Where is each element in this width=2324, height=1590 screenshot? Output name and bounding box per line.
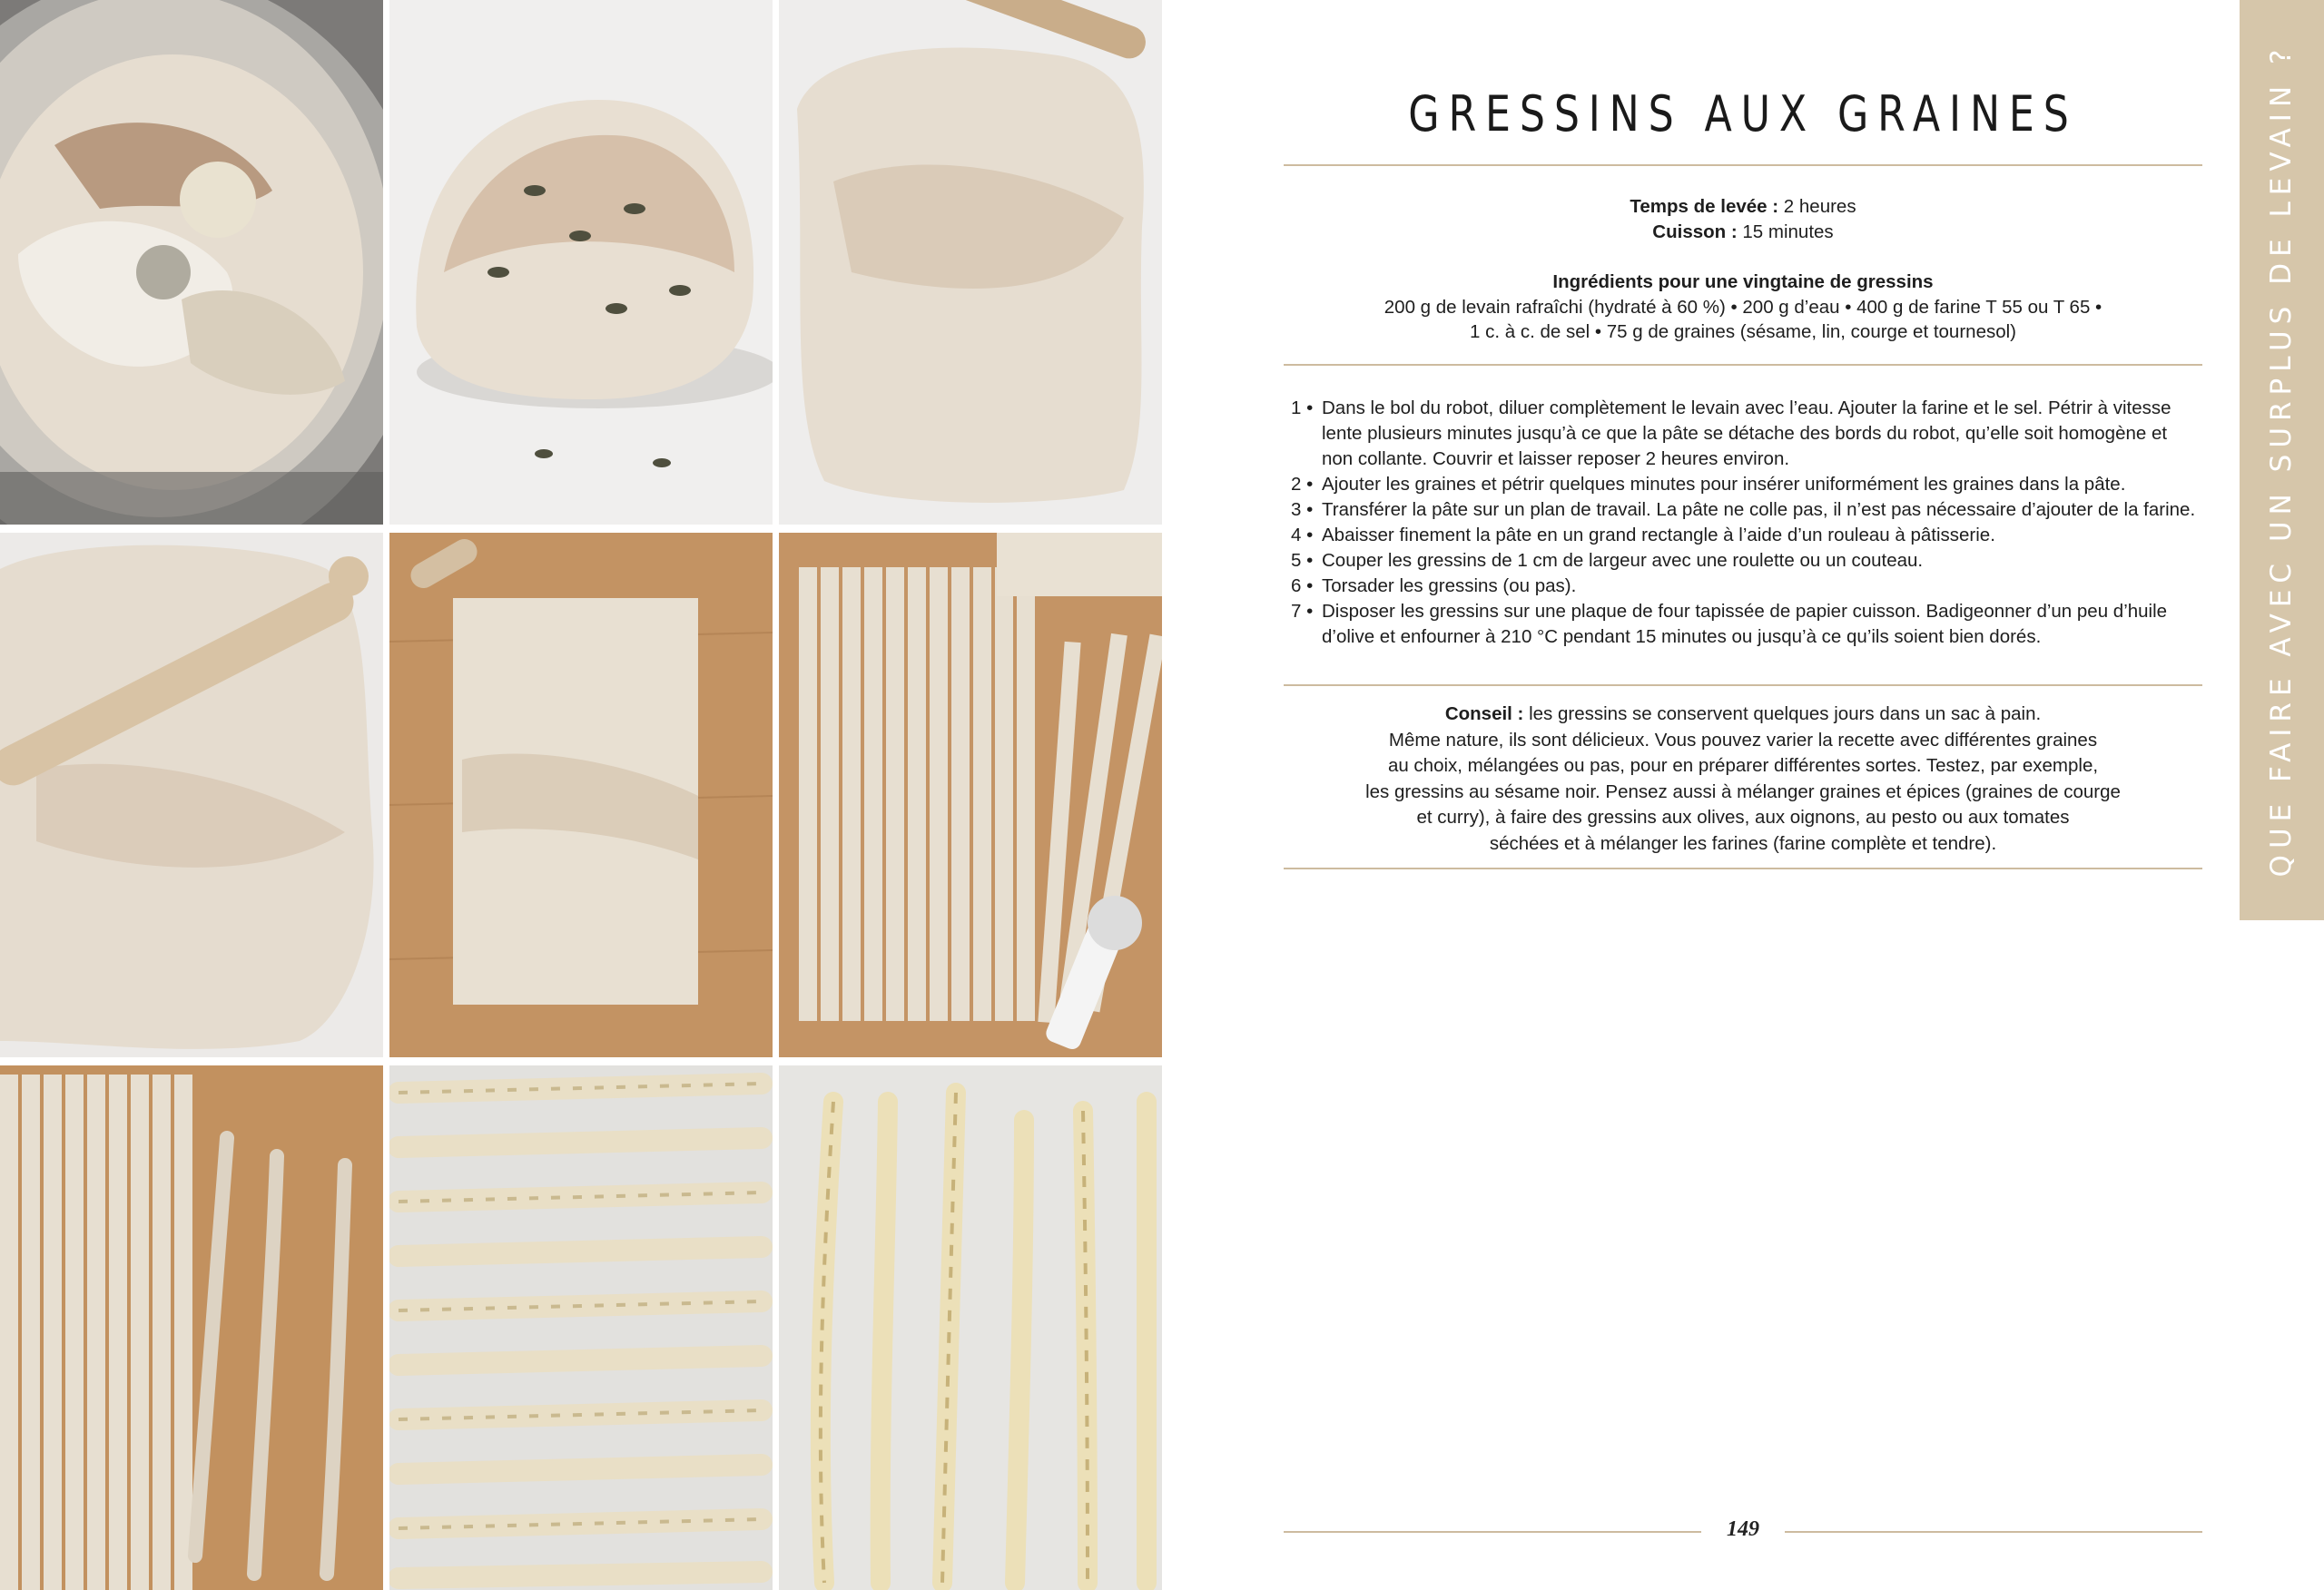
- photo-dough-rectangle: [389, 533, 773, 1057]
- ingredients-block: [1284, 270, 2202, 345]
- step-item: [1291, 548, 2199, 574]
- recipe-title: GRESSINS AUX GRAINES: [1408, 85, 2078, 142]
- photo-dough-ball: [389, 0, 773, 525]
- divider: [1284, 684, 2202, 686]
- step-item: [1291, 472, 2199, 497]
- step-item: [1291, 497, 2199, 523]
- tip-label: Conseil :: [1444, 703, 1524, 724]
- divider: [1284, 364, 2202, 366]
- timing-block: [1284, 194, 2202, 244]
- rise-time: [1284, 194, 2202, 220]
- divider: [1284, 164, 2202, 166]
- ingredients-line: 200 g de levain rafraîchi (hydraté à 60 %) • 200 g d’eau • 400 g de farine T 55 ou T 65 •: [1384, 296, 2102, 318]
- page-footer: [1284, 1517, 2202, 1548]
- step-text: Disposer les gressins sur une plaque de four tapissée de papier cuisson. Badigeonner d’un peu d’huile d’olive et enfourner à 210 °C pendant 15 minutes ou jusqu’à ce qu’ils soient bien dorés.: [1322, 601, 2168, 647]
- step-text: Transférer la pâte sur un plan de travail. La pâte ne colle pas, il n’est pas nécessaire d’ajouter de la farine.: [1322, 499, 2196, 520]
- recipe-page: [1284, 0, 2202, 1590]
- step-number: 5 •: [1291, 550, 1314, 571]
- step-text: Dans le bol du robot, diluer complètement le levain avec l’eau. Ajouter la farine et le sel. Pétrir à vitesse lente plusieurs minutes jusqu’à ce que la pâte se détache des bords du robot, qu’elle soit homogène et non collante. Couvrir et laisser reposer 2 heures environ.: [1322, 398, 2171, 469]
- footer-rule-left: [1284, 1531, 1701, 1533]
- tip-line: les gressins se conservent quelques jours dans un sac à pain.: [1523, 703, 2042, 724]
- tip-line: les gressins au sésame noir. Pensez aussi à mélanger graines et épices (graines de courge: [1365, 780, 2121, 802]
- tip-block: [1284, 702, 2202, 857]
- photo-twisting-strips: [0, 1065, 383, 1590]
- step-item: [1291, 599, 2199, 650]
- tip-line: séchées et à mélanger les farines (farine complète et tendre).: [1489, 832, 1997, 854]
- footer-rule-right: [1785, 1531, 2202, 1533]
- tip-line: Même nature, ils sont délicieux. Vous pouvez varier la recette avec différentes graines: [1388, 729, 2098, 751]
- step-number: 6 •: [1291, 575, 1314, 596]
- chapter-tab-label: QUE FAIRE AVEC UN SURPLUS DE LEVAIN ?: [2265, 43, 2298, 878]
- step-item: [1291, 396, 2199, 472]
- photo-rolling-dough: [0, 533, 383, 1057]
- step-number: 3 •: [1291, 499, 1314, 520]
- photo-mixing-bowl: [0, 0, 383, 525]
- cook-time-label: Cuisson :: [1652, 221, 1738, 242]
- photo-baked-breadsticks: [779, 1065, 1162, 1590]
- rise-time-value: 2 heures: [1778, 196, 1856, 217]
- tip-line: au choix, mélangées ou pas, pour en préparer différentes sortes. Testez, par exemple,: [1387, 755, 2099, 776]
- chapter-tab: [2240, 0, 2324, 920]
- photo-rolled-dough: [779, 0, 1162, 525]
- cook-time-value: 15 minutes: [1737, 221, 1834, 242]
- step-number: 4 •: [1291, 525, 1314, 545]
- step-item: [1291, 523, 2199, 548]
- step-item: [1291, 574, 2199, 599]
- step-number: 7 •: [1291, 601, 1314, 622]
- step-number: 2 •: [1291, 474, 1314, 495]
- step-text: Torsader les gressins (ou pas).: [1322, 575, 1577, 596]
- tip-line: et curry), à faire des gressins aux olives, aux oignons, au pesto ou aux tomates: [1416, 807, 2070, 828]
- photo-cut-strips: [779, 533, 1162, 1057]
- step-text: Abaisser finement la pâte en un grand rectangle à l’aide d’un rouleau à pâtisserie.: [1322, 525, 1995, 545]
- cook-time: [1284, 220, 2202, 245]
- rise-time-label: Temps de levée :: [1630, 196, 1779, 217]
- step-number: 1 •: [1291, 398, 1314, 418]
- steps-list: [1291, 396, 2199, 650]
- step-text: Couper les gressins de 1 cm de largeur avec une roulette ou un couteau.: [1322, 550, 1924, 571]
- ingredients-heading: Ingrédients pour une vingtaine de gressins: [1552, 271, 1934, 292]
- ingredients-line: 1 c. à c. de sel • 75 g de graines (sésame, lin, courge et tournesol): [1470, 321, 2016, 342]
- page-number: 149: [1727, 1517, 1759, 1541]
- photo-twisted-sticks-tray: [389, 1065, 773, 1590]
- step-text: Ajouter les graines et pétrir quelques minutes pour insérer uniformément les graines dans la pâte.: [1322, 474, 2126, 495]
- divider: [1284, 868, 2202, 869]
